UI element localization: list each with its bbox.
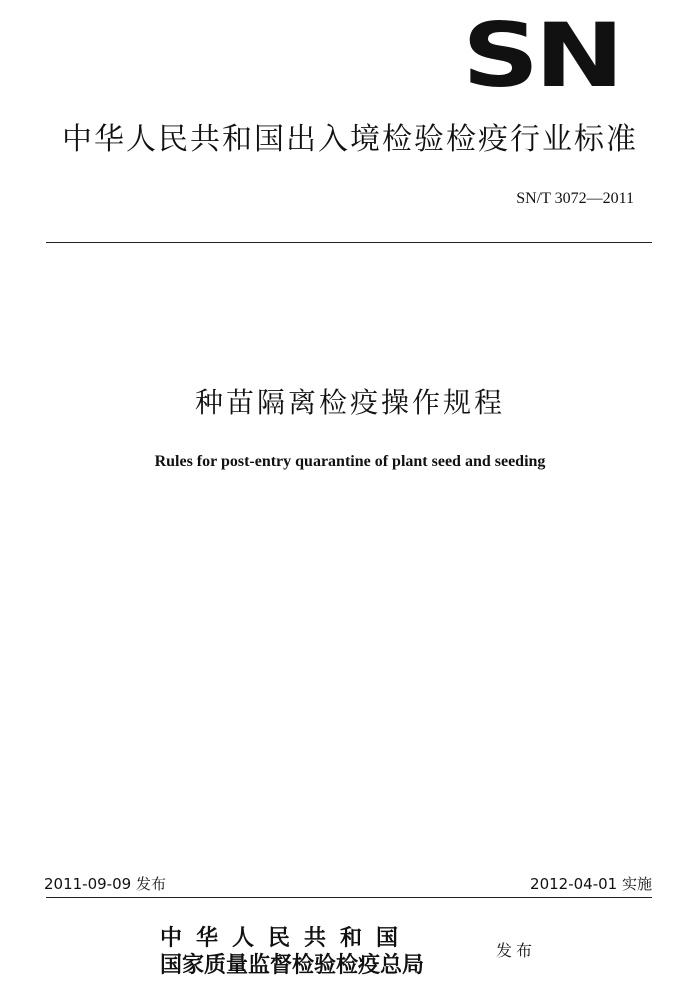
sn-logo: SN xyxy=(462,4,620,107)
bottom-divider xyxy=(46,897,652,898)
standard-code: SN/T 3072—2011 xyxy=(516,190,634,207)
publish-label: 发布 xyxy=(496,941,537,960)
document-title-chinese: 种苗隔离检疫操作规程 xyxy=(194,386,505,419)
document-title-english: Rules for post-entry quarantine of plant seed and seeding xyxy=(154,453,546,470)
top-divider xyxy=(46,242,652,243)
publisher-line-1: 中华人民共和国 xyxy=(160,925,413,951)
publisher xyxy=(160,925,480,979)
implementation-date: 2012-04-01 实施 xyxy=(530,875,652,893)
publisher-line-2: 国家质量监督检验检疫总局 xyxy=(160,952,425,978)
issue-date: 2011-09-09 发布 xyxy=(44,875,166,893)
org-title: 中华人民共和国出入境检验检疫行业标准 xyxy=(62,122,638,157)
